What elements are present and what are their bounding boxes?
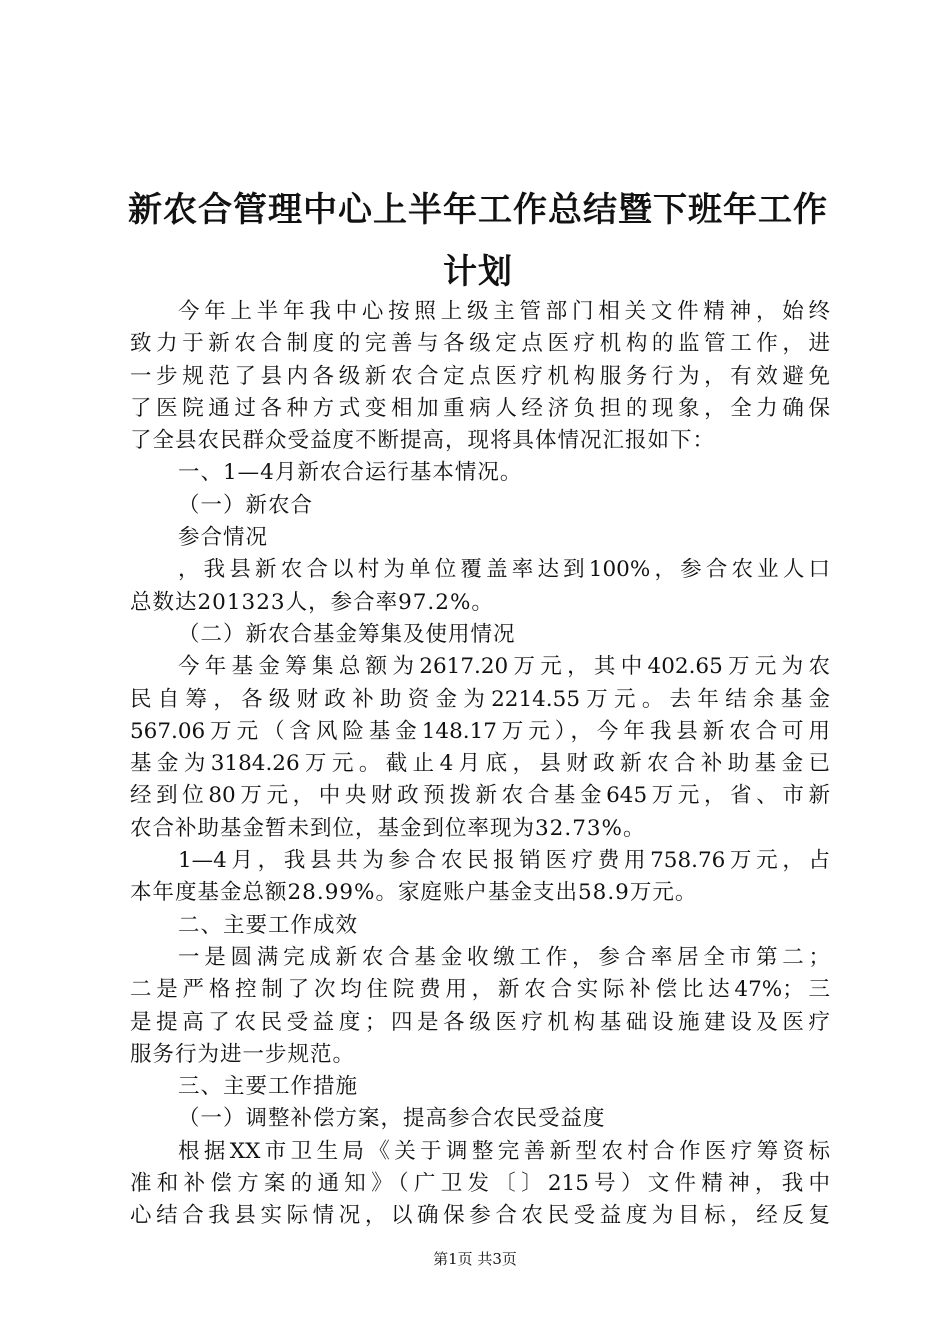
body-line: 本年度基金总额28.99%。家庭账户基金支出58.9万元。 <box>130 880 698 906</box>
body-line: 一步规范了县内各级新农合定点医疗机构服务行为，有效避免 <box>130 363 830 389</box>
body-line: 致力于新农合制度的完善与各级定点医疗机构的监管工作，进 <box>130 331 830 357</box>
body-line: 今年基金筹集总额为2617.20万元，其中402.65万元为农 <box>178 654 830 680</box>
subsection-heading: 参合情况 <box>178 525 269 551</box>
body-line: 了医院通过各种方式变相加重病人经济负担的现象，全力确保 <box>130 395 830 421</box>
body-line: 1—4月，我县共为参合农民报销医疗费用758.76万元，占 <box>178 848 830 874</box>
section-heading: 三、主要工作措施 <box>178 1074 359 1100</box>
body-line: 今年上半年我中心按照上级主管部门相关文件精神，始终 <box>178 299 830 324</box>
section-heading: 二、主要工作成效 <box>178 912 359 938</box>
subsection-heading: （一）调整补偿方案，提高参合农民受益度 <box>178 1106 606 1132</box>
body-line: 567.06万元（含风险基金148.17万元），今年我县新农合可用 <box>130 718 830 744</box>
body-line: 心结合我县实际情况，以确保参合农民受益度为目标，经反复 <box>130 1203 830 1229</box>
body-line: 服务行为进一步规范。 <box>130 1041 356 1067</box>
body-line: 是提高了农民受益度；四是各级医疗机构基础设施建设及医疗 <box>130 1009 830 1035</box>
body-line: 总数达201323人，参合率97.2%。 <box>130 589 494 615</box>
body-line: 准和补偿方案的通知》（广卫发〔〕215号）文件精神，我中 <box>130 1171 830 1197</box>
body-line: 了全县农民群众受益度不断提高，现将具体情况汇报如下： <box>130 428 716 454</box>
body-line: 基金为3184.26万元。截止4月底，县财政新农合补助基金已 <box>130 751 830 777</box>
document-title-line-1: 新农合管理中心上半年工作总结暨下班年工作 <box>128 190 828 230</box>
body-line: 民自筹，各级财政补助资金为2214.55万元。去年结余基金 <box>130 686 830 712</box>
page-footer: 第1页 共3页 <box>433 1250 517 1268</box>
subsection-heading: （一）新农合 <box>178 492 314 518</box>
body-line: 根据XX市卫生局《关于调整完善新型农村合作医疗筹资标 <box>178 1138 830 1164</box>
document-body <box>130 296 830 1233</box>
body-line: 二是严格控制了次均住院费用，新农合实际补偿比达47%；三 <box>130 977 830 1003</box>
document-title-line-2: 计划 <box>443 252 513 292</box>
body-line: 一是圆满完成新农合基金收缴工作，参合率居全市第二； <box>178 944 830 970</box>
section-heading: 一、1—4月新农合运行基本情况。 <box>178 460 523 486</box>
body-line: 农合补助基金暂未到位，基金到位率现为32.73%。 <box>130 815 646 841</box>
subsection-heading: （二）新农合基金筹集及使用情况 <box>178 621 516 647</box>
body-line: 经到位80万元，中央财政预拨新农合基金645万元，省、市新 <box>130 783 830 809</box>
body-line: ，我县新农合以村为单位覆盖率达到100%，参合农业人口 <box>178 557 830 583</box>
